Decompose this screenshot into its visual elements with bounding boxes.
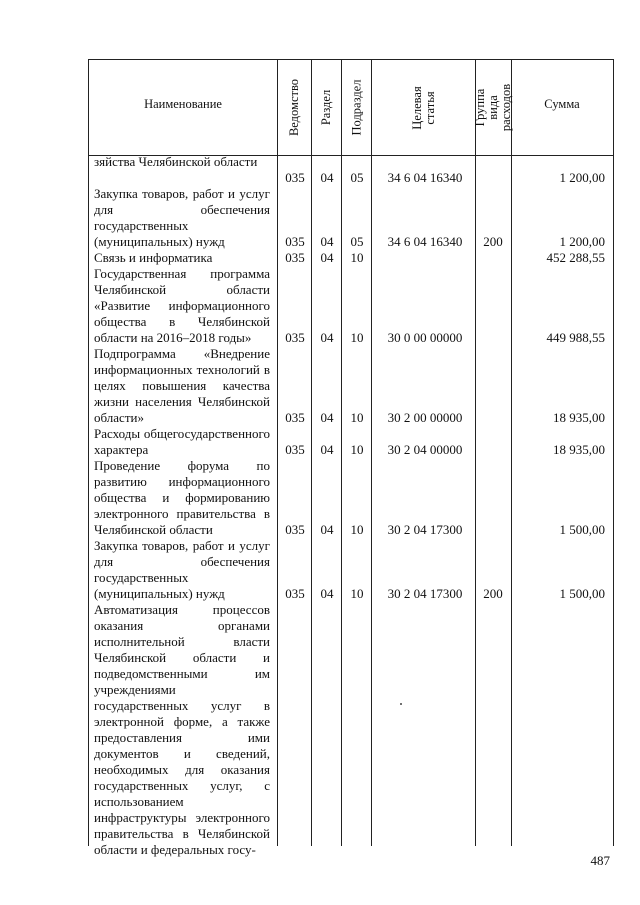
- row-razdel: 04: [320, 234, 334, 249]
- column-divider: [371, 59, 372, 846]
- row-summa: 449 988,55: [546, 330, 605, 345]
- row-name: Подпрограмма «Внедрение информационных технологий в целях повышения качества жизни населения Челябинской области»: [94, 346, 270, 425]
- row-tselevaya: 30 2 04 17300: [387, 586, 463, 601]
- row-summa: 1 200,00: [559, 170, 605, 185]
- row-vedomstvo: 035: [285, 170, 305, 185]
- row-summa: 452 288,55: [546, 250, 605, 265]
- row-vedomstvo: 035: [285, 586, 305, 601]
- row-name: Связь и информатика: [94, 250, 213, 265]
- row-podrazdel: 10: [350, 250, 364, 265]
- row-name: Закупка товаров, работ и услуг для обеспечения государственных (муниципальных) нужд: [94, 186, 270, 249]
- row-podrazdel: 10: [350, 522, 364, 537]
- header-name: Наименование: [144, 97, 222, 111]
- header-razdel: Раздел: [319, 89, 334, 126]
- row-name: Проведение форума по развитию информационного общества и формированию электронного правительства в Челябинской области: [94, 458, 270, 537]
- row-summa: 18 935,00: [553, 442, 605, 457]
- row-name: Закупка товаров, работ и услуг для обеспечения государственных (муниципальных) нужд: [94, 538, 270, 601]
- row-summa: 1 200,00: [559, 234, 605, 249]
- row-tselevaya: 30 2 04 17300: [387, 522, 463, 537]
- row-vedomstvo: 035: [285, 330, 305, 345]
- row-razdel: 04: [320, 586, 334, 601]
- header-podrazdel: Подраздел: [349, 79, 363, 136]
- row-podrazdel: 05: [350, 170, 364, 185]
- row-podrazdel: 10: [350, 330, 364, 345]
- row-name: зяйства Челябинской области: [94, 154, 258, 169]
- row-vedomstvo: 035: [285, 410, 305, 425]
- row-podrazdel: 10: [350, 410, 364, 425]
- row-name: Государственная программа Челябинской области «Развитие информационного общества в Челябинской области на 2016–2018 годы»: [94, 266, 270, 345]
- column-divider: [475, 59, 476, 846]
- column-divider: [277, 59, 278, 846]
- scan-speck: [400, 703, 402, 705]
- header-vedomstvo: Ведомство: [287, 78, 301, 137]
- row-podrazdel: 05: [350, 234, 364, 249]
- row-podrazdel: 10: [350, 586, 364, 601]
- row-summa: 18 935,00: [553, 410, 605, 425]
- page-number: 487: [590, 853, 610, 868]
- header-gruppa-vida-rashodov: Группа вида расходов: [473, 83, 514, 132]
- row-name: Расходы общегосударственного характера: [94, 426, 270, 457]
- column-divider: [341, 59, 342, 846]
- row-razdel: 04: [320, 442, 334, 457]
- row-name: Автоматизация процессов оказания органами исполнительной власти Челябинской области и подведомственными им учреждениями государственных услуг в электронной форме, а также предоставления ими документов и сведений, необходимых для оказания государственных услуг, с использованием инфраструктуры электронного правительства в Челябинской области и федеральных госу-: [94, 602, 270, 857]
- row-summa: 1 500,00: [559, 586, 605, 601]
- row-vedomstvo: 035: [285, 442, 305, 457]
- row-razdel: 04: [320, 170, 334, 185]
- row-tselevaya: 30 0 00 00000: [387, 330, 463, 345]
- row-tselevaya: 30 2 00 00000: [387, 410, 463, 425]
- row-vedomstvo: 035: [285, 234, 305, 249]
- row-razdel: 04: [320, 330, 334, 345]
- row-podrazdel: 10: [350, 442, 364, 457]
- row-razdel: 04: [320, 250, 334, 265]
- row-tselevaya: 30 2 04 00000: [387, 442, 463, 457]
- header-tselevaya-statya: Целевая статья: [409, 85, 437, 130]
- row-vedomstvo: 035: [285, 522, 305, 537]
- row-gruppa: 200: [483, 234, 503, 249]
- column-divider: [311, 59, 312, 846]
- row-summa: 1 500,00: [559, 522, 605, 537]
- row-razdel: 04: [320, 522, 334, 537]
- header-summa: Сумма: [544, 97, 580, 111]
- row-gruppa: 200: [483, 586, 503, 601]
- row-vedomstvo: 035: [285, 250, 305, 265]
- row-tselevaya: 34 6 04 16340: [387, 170, 463, 185]
- row-razdel: 04: [320, 410, 334, 425]
- row-tselevaya: 34 6 04 16340: [387, 234, 463, 249]
